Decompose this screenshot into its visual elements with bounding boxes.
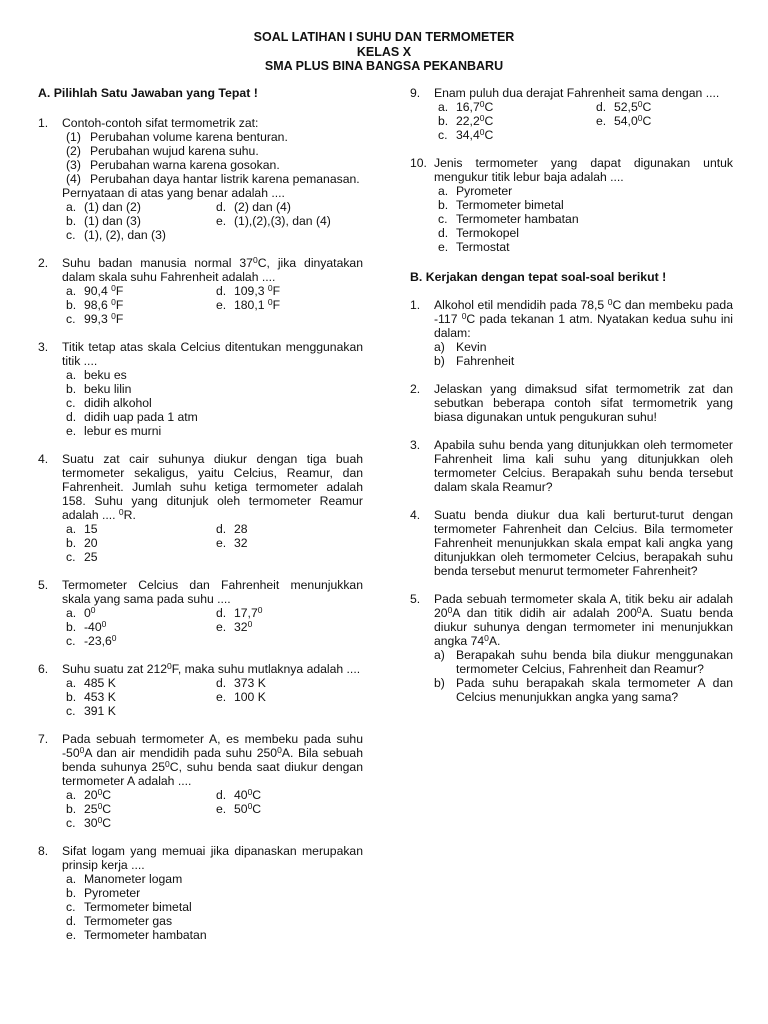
question-stem: Jenis termometer yang dapat digunakan untuk mengukur titik lebur baja adalah .... bbox=[434, 156, 733, 184]
question-number: 4. bbox=[38, 452, 49, 466]
question-number: 2. bbox=[38, 256, 49, 270]
option[interactable]: b. 453 K bbox=[66, 690, 116, 704]
question-7 bbox=[38, 732, 363, 830]
question-stem: Jelaskan yang dimaksud sifat termometrik zat dan sebutkan beberapa contoh sifat termometrik yang biasa digunakan untuk pengukuran suhu! bbox=[434, 382, 733, 424]
options-grid bbox=[62, 284, 363, 326]
question-number: 6. bbox=[38, 662, 49, 676]
option[interactable]: a. 16,7$^0$C bbox=[438, 99, 494, 114]
question-number: 4. bbox=[410, 508, 421, 522]
options-grid bbox=[62, 522, 363, 564]
options-list bbox=[62, 368, 363, 438]
option[interactable]: e. Termostat bbox=[438, 240, 510, 254]
option[interactable]: e. $32^0$ bbox=[216, 619, 253, 634]
essay-sub-item: b) Fahrenheit bbox=[434, 354, 515, 368]
essay-sub-item: a) Berapakah suhu benda bila diukur menggunakan termometer Celcius, Fahrenheit dan Reamur? bbox=[434, 648, 733, 676]
option[interactable]: a. 15 bbox=[66, 522, 98, 536]
option[interactable]: e. 100 K bbox=[216, 690, 266, 704]
option[interactable]: d. $40^0C$ bbox=[216, 787, 262, 802]
statement-item: (2) Perubahan wujud karena suhu. bbox=[66, 144, 259, 158]
option[interactable]: d. (2) dan (4) bbox=[216, 200, 291, 214]
question-1 bbox=[38, 116, 363, 242]
question-statement: Pernyataan di atas yang benar adalah .... bbox=[62, 186, 285, 200]
essay-question-3 bbox=[410, 438, 733, 494]
title-line: SOAL LATIHAN I SUHU DAN TERMOMETER bbox=[253, 30, 515, 44]
option[interactable]: b. $-40^0$ bbox=[66, 619, 107, 634]
option[interactable]: c. didih alkohol bbox=[66, 396, 152, 410]
option[interactable]: c. 34,4$^0$C bbox=[438, 127, 494, 142]
option[interactable]: c. $30^0C$ bbox=[66, 815, 112, 830]
options-list bbox=[434, 184, 733, 254]
question-9 bbox=[410, 86, 733, 142]
question-stem: Alkohol etil mendidih pada 78,5 $^0$C dan membeku pada -117 $^0$C pada tekanan 1 atm. Nyatakan kedua suhu ini dalam: bbox=[434, 297, 734, 340]
question-number: 1. bbox=[38, 116, 49, 130]
question-3 bbox=[38, 340, 363, 438]
question-number: 5. bbox=[410, 592, 421, 606]
option[interactable]: b. Pyrometer bbox=[66, 886, 141, 900]
option[interactable]: d. 28 bbox=[216, 522, 248, 536]
option[interactable]: d. Termokopel bbox=[438, 226, 519, 240]
option[interactable]: c. -23,6$^0$ bbox=[66, 633, 117, 648]
question-stem: Suatu zat cair suhunya diukur dengan tiga buah termometer sekaligus, yaitu Celcius, Reamur, dan Fahrenheit. Jumlah suhu ketiga termometer adalah 158. Suhu yang ditunjuk oleh termometer Reamur adalah .... $^0$R. bbox=[62, 452, 363, 522]
question-stem: Enam puluh dua derajat Fahrenheit sama dengan .... bbox=[434, 86, 720, 100]
question-stem: Suatu benda diukur dua kali berturut-turut dengan termometer Fahrenheit dan Celcius. Bila termometer Fahrenheit menunjukkan skala empat kali angka yang ditunjukkan oleh termometer Celcius, berapakah suhu benda tersebut menurut termometer Fahrenheit? bbox=[434, 508, 733, 578]
question-number: 8. bbox=[38, 844, 49, 858]
option[interactable]: b. $25^0C$ bbox=[66, 801, 112, 816]
question-number: 3. bbox=[38, 340, 49, 354]
options-grid bbox=[62, 606, 363, 648]
question-8 bbox=[38, 844, 363, 942]
question-stem: Pada sebuah termometer A, es membeku pada suhu $-50^0A$ dan air mendidih pada suhu $250^0A$. Bila sebuah benda suhunya $25^0C$, suhu benda saat diukur dengan termometer A adalah .... bbox=[62, 732, 363, 788]
option[interactable]: b. 20 bbox=[66, 536, 98, 550]
section-b-title: B. Kerjakan dengan tepat soal-soal berikut ! bbox=[410, 270, 667, 284]
option[interactable]: c. 99,3 $^0$F bbox=[66, 311, 124, 326]
question-2 bbox=[38, 256, 363, 326]
option[interactable]: c. Termometer hambatan bbox=[438, 212, 579, 226]
option[interactable]: e. Termometer hambatan bbox=[66, 928, 207, 942]
question-number: 2. bbox=[410, 382, 421, 396]
option[interactable]: d. 109,3 $^0$F bbox=[216, 283, 281, 298]
option[interactable]: b. 98,6 $^0$F bbox=[66, 297, 124, 312]
option[interactable]: a. $0^0$ bbox=[66, 605, 96, 620]
essay-sub-item: b) Pada suhu berapakah skala termometer A dan Celcius menunjukkan angka yang sama? bbox=[434, 676, 733, 704]
class-line: KELAS X bbox=[356, 44, 412, 59]
statement-item: (4) Perubahan daya hantar listrik karena pemanasan. bbox=[66, 172, 360, 186]
question-number: 5. bbox=[38, 578, 49, 592]
statement-item: (3) Perubahan warna karena gosokan. bbox=[66, 158, 280, 172]
essay-sub-item: a) Kevin bbox=[434, 340, 487, 354]
question-number: 9. bbox=[410, 86, 421, 100]
option[interactable]: c. 391 K bbox=[66, 704, 116, 718]
question-number: 1. bbox=[410, 298, 421, 312]
section-a-title: A. Pilihlah Satu Jawaban yang Tepat ! bbox=[38, 86, 258, 100]
option[interactable]: a. Manometer logam bbox=[66, 872, 183, 886]
question-6 bbox=[38, 662, 363, 718]
option[interactable]: e. $50^0C$ bbox=[216, 801, 262, 816]
question-stem: Suhu badan manusia normal $37^0C$, jika dinyatakan dalam skala suhu Fahrenheit adalah .... bbox=[62, 255, 363, 284]
question-stem: Suhu suatu zat $212^0F$, maka suhu mutlaknya adalah .... bbox=[62, 661, 361, 676]
options-list bbox=[62, 872, 363, 942]
option[interactable]: b. (1) dan (3) bbox=[66, 214, 141, 228]
document-header bbox=[0, 30, 768, 74]
option[interactable]: a. 90,4 $^0$F bbox=[66, 283, 124, 298]
option[interactable]: d. didih uap pada 1 atm bbox=[66, 410, 198, 424]
option[interactable]: d. 17,7$^0$ bbox=[216, 605, 263, 620]
right-column bbox=[410, 86, 733, 718]
option[interactable]: a. beku es bbox=[66, 368, 127, 382]
option[interactable]: a. 485 K bbox=[66, 676, 116, 690]
essay-question-4 bbox=[410, 508, 733, 578]
option[interactable]: a. (1) dan (2) bbox=[66, 200, 141, 214]
option[interactable]: e. 54,0$^0$C bbox=[596, 113, 652, 128]
option[interactable]: e. 32 bbox=[216, 536, 248, 550]
essay-question-2 bbox=[410, 382, 733, 424]
option[interactable]: c. Termometer bimetal bbox=[66, 900, 192, 914]
option[interactable]: b. beku lilin bbox=[66, 382, 132, 396]
option[interactable]: b. Termometer bimetal bbox=[438, 198, 564, 212]
essay-question-5 bbox=[410, 592, 733, 704]
question-stem: Sifat logam yang memuai jika dipanaskan merupakan prinsip kerja .... bbox=[62, 844, 363, 872]
question-stem: Termometer Celcius dan Fahrenheit menunjukkan skala yang sama pada suhu .... bbox=[62, 578, 363, 606]
option[interactable]: e. (1),(2),(3), dan (4) bbox=[216, 214, 331, 228]
options-grid bbox=[62, 676, 363, 718]
option[interactable]: d. Termometer gas bbox=[66, 914, 173, 928]
question-4 bbox=[38, 452, 363, 564]
question-stem: Titik tetap atas skala Celcius ditentukan menggunakan titik .... bbox=[62, 340, 363, 368]
question-5 bbox=[38, 578, 363, 648]
option[interactable]: e. 180,1 $^0$F bbox=[216, 297, 281, 312]
option[interactable]: a. $20^0C$ bbox=[66, 787, 112, 802]
options-grid bbox=[434, 100, 733, 142]
option[interactable]: a. Pyrometer bbox=[438, 184, 513, 198]
option[interactable]: d. 52,5$^0$C bbox=[596, 99, 652, 114]
options-grid bbox=[62, 788, 363, 830]
question-stem: Pada sebuah termometer skala A, titik beku air adalah $20^0A$ dan titik didih air adalah $200^0A$. Suatu benda diukur suhunya dengan termometer ini menunjukkan angka $74^0A$. bbox=[434, 592, 733, 648]
option[interactable]: c. (1), (2), dan (3) bbox=[66, 228, 166, 242]
option[interactable]: e. lebur es murni bbox=[66, 424, 162, 438]
statement-item: (1) Perubahan volume karena benturan. bbox=[66, 130, 288, 144]
question-number: 10. bbox=[410, 156, 427, 170]
option[interactable]: b. 22,2$^0$C bbox=[438, 113, 494, 128]
question-number: 3. bbox=[410, 438, 421, 452]
option[interactable]: d. 373 K bbox=[216, 676, 266, 690]
question-10 bbox=[410, 156, 733, 254]
question-stem: Contoh-contoh sifat termometrik zat: bbox=[62, 116, 259, 130]
question-number: 7. bbox=[38, 732, 49, 746]
left-column bbox=[38, 86, 363, 956]
school-line: SMA PLUS BINA BANGSA PEKANBARU bbox=[264, 59, 504, 73]
question-stem: Apabila suhu benda yang ditunjukkan oleh termometer Fahrenheit lima kali suhu yang ditunjukkan oleh termometer Celcius. Berapakah suhu benda tersebut dalam skala Reamur? bbox=[434, 438, 733, 494]
essay-question-1 bbox=[410, 298, 733, 368]
options-grid bbox=[62, 200, 363, 242]
option[interactable]: c. 25 bbox=[66, 550, 98, 564]
